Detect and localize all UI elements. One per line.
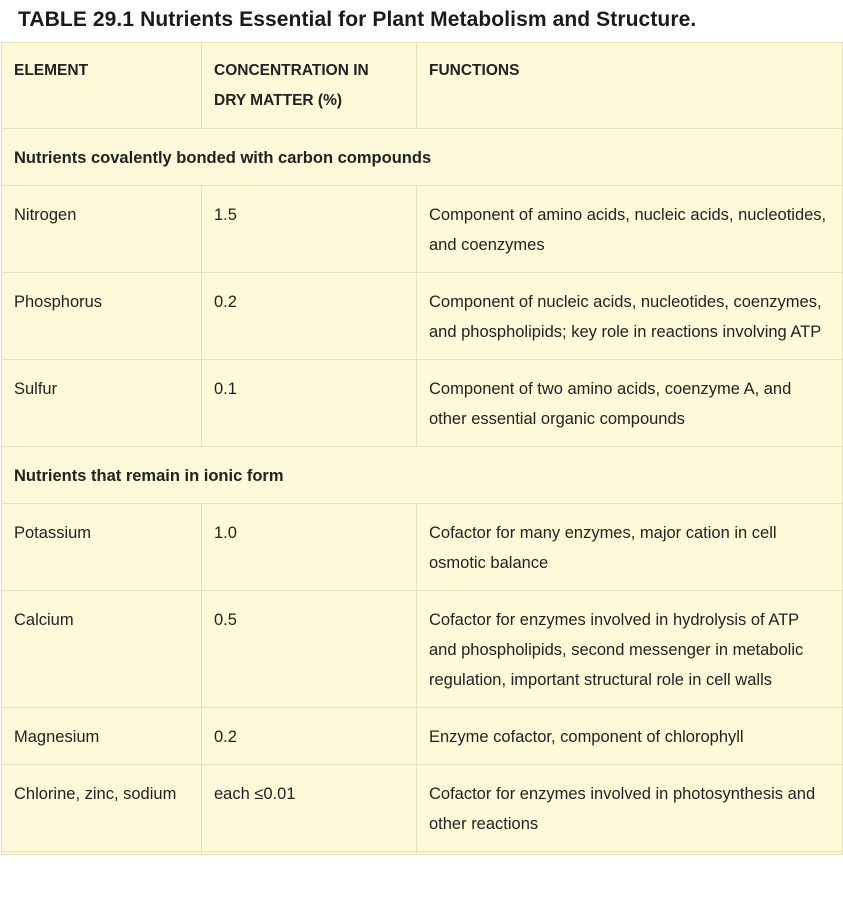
element-cell: Sulfur: [2, 360, 202, 447]
functions-cell: Enzyme cofactor, component of chlorophyll: [417, 708, 843, 765]
nutrients-table: [1, 42, 843, 855]
element-cell: Calcium: [2, 591, 202, 708]
table-caption: TABLE 29.1 Nutrients Essential for Plant Metabolism and Structure.: [18, 8, 697, 31]
group-title: Nutrients that remain in ionic form: [2, 447, 843, 504]
table-row: [2, 591, 843, 708]
concentration-cell: 0.2: [202, 708, 417, 765]
table-row: [2, 360, 843, 447]
group-row: [2, 129, 843, 186]
functions-cell: Component of nucleic acids, nucleotides, coenzymes, and phospholipids; key role in reactions involving ATP: [417, 273, 843, 360]
header-concentration: CONCENTRATION IN DRY MATTER (%): [202, 43, 417, 129]
concentration-cell: 0.5: [202, 591, 417, 708]
table-row: [2, 273, 843, 360]
functions-cell: Cofactor for many enzymes, major cation in cell osmotic balance: [417, 504, 843, 591]
element-cell: Magnesium: [2, 708, 202, 765]
table-row: [2, 504, 843, 591]
element-cell: Phosphorus: [2, 273, 202, 360]
functions-cell: Cofactor for enzymes involved in hydrolysis of ATP and phospholipids, second messenger in metabolic regulation, important structural role in cell walls: [417, 591, 843, 708]
table-row: [2, 186, 843, 273]
table-row: [2, 765, 843, 852]
table-row: [2, 708, 843, 765]
tail-cell: [202, 852, 417, 855]
concentration-cell: 0.2: [202, 273, 417, 360]
header-row: [2, 43, 843, 129]
element-cell: Potassium: [2, 504, 202, 591]
group-title: Nutrients covalently bonded with carbon compounds: [2, 129, 843, 186]
table-tail-row: [2, 852, 843, 855]
group-row: [2, 447, 843, 504]
tail-cell: [417, 852, 843, 855]
concentration-cell: 0.1: [202, 360, 417, 447]
functions-cell: Cofactor for enzymes involved in photosynthesis and other reactions: [417, 765, 843, 852]
functions-cell: Component of two amino acids, coenzyme A, and other essential organic compounds: [417, 360, 843, 447]
functions-cell: Component of amino acids, nucleic acids, nucleotides, and coenzymes: [417, 186, 843, 273]
concentration-cell: 1.5: [202, 186, 417, 273]
concentration-cell: each ≤0.01: [202, 765, 417, 852]
element-cell: Chlorine, zinc, sodium: [2, 765, 202, 852]
element-cell: Nitrogen: [2, 186, 202, 273]
concentration-cell: 1.0: [202, 504, 417, 591]
header-functions: FUNCTIONS: [417, 43, 843, 129]
header-element: ELEMENT: [2, 43, 202, 129]
tail-cell: [2, 852, 202, 855]
